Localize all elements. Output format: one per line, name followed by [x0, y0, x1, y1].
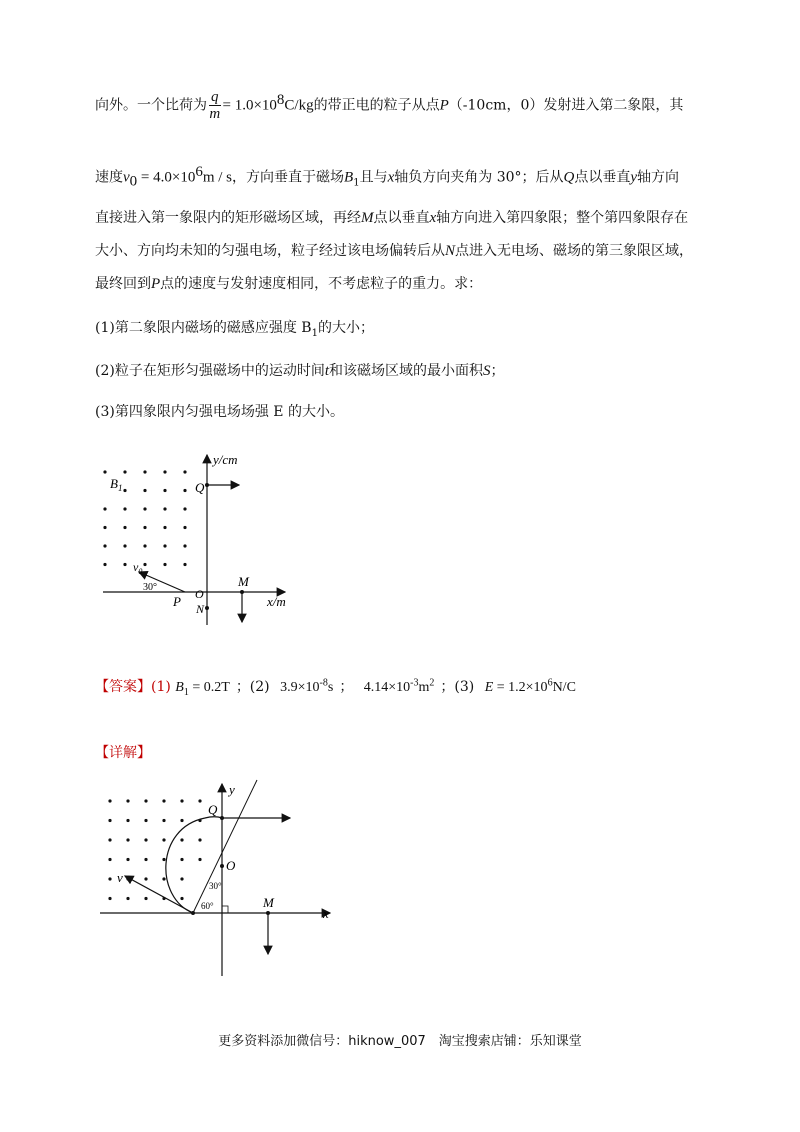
- field-dot: [144, 838, 147, 841]
- field-dot: [180, 819, 183, 822]
- text-segment: 点以垂直: [373, 210, 430, 226]
- answer-line: [95, 676, 576, 698]
- o-label: O: [195, 587, 204, 601]
- problem-line-4: [95, 241, 693, 261]
- text-segment: 轴方向: [637, 169, 680, 186]
- n-symbol: N: [445, 243, 456, 259]
- field-dot: [123, 470, 126, 473]
- field-dot: [123, 489, 126, 492]
- problem-line-2: [95, 162, 679, 193]
- field-dot: [108, 819, 111, 822]
- center-o: [220, 864, 224, 868]
- text-segment: 和该磁场区域的最小面积: [329, 363, 484, 379]
- point-p-symbol: P: [439, 97, 449, 114]
- field-dot: [108, 799, 111, 802]
- t-symbol: t: [324, 363, 330, 379]
- text-segment: 轴负方向夹角为 30°；后从: [394, 169, 564, 186]
- field-dot: [183, 489, 186, 492]
- solution-figure: [95, 778, 355, 983]
- field-dot: [198, 858, 201, 861]
- point-q: [220, 816, 224, 820]
- v0-value: = 4.0×10: [137, 169, 196, 186]
- angle-60-label: 60°: [201, 901, 214, 911]
- field-dot: [180, 799, 183, 802]
- q-symbol: Q: [563, 169, 575, 186]
- b1-subscript: 1: [353, 177, 360, 189]
- field-dot: [162, 799, 165, 802]
- y-symbol: y: [630, 169, 638, 186]
- field-dot: [126, 819, 129, 822]
- field-dot: [108, 897, 111, 900]
- text-segment: 且与: [359, 169, 388, 186]
- text-segment: 的带正电的粒子从点: [313, 97, 440, 114]
- field-dot: [163, 489, 166, 492]
- v0-unit: m / s: [202, 169, 233, 186]
- text-segment: （-10cm，0）发射进入第二象限，其: [448, 97, 684, 114]
- problem-line-3: [95, 208, 688, 228]
- field-dot: [108, 858, 111, 861]
- q-label: Q: [208, 802, 218, 817]
- b1-subscript: 1: [311, 327, 318, 339]
- field-dot: [198, 799, 201, 802]
- field-dot: [143, 544, 146, 547]
- x-axis-label: x/m: [267, 594, 286, 609]
- text-segment: 点进入无电场、磁场的第三象限区域，: [455, 243, 694, 259]
- text-segment: 点的速度与发射速度相同，不考虑粒子的重力。求：: [160, 276, 483, 292]
- field-dot: [163, 526, 166, 529]
- v-label: v: [117, 870, 123, 885]
- field-dot: [143, 470, 146, 473]
- field-dot: [163, 563, 166, 566]
- particle-trajectory-arc: [166, 817, 222, 913]
- right-angle-mark: [222, 906, 228, 913]
- field-dot: [143, 489, 146, 492]
- field-dot: [144, 897, 147, 900]
- x-symbol: x: [387, 169, 395, 186]
- field-dot: [143, 563, 146, 566]
- field-dot: [163, 544, 166, 547]
- question-3: [95, 402, 344, 422]
- ratio-value: = 1.0×10: [222, 97, 277, 114]
- angle-30-label: 30°: [209, 881, 222, 891]
- text-segment: 最终回到: [95, 276, 151, 292]
- m-label: M: [263, 895, 274, 910]
- field-dot: [180, 858, 183, 861]
- field-dot: [126, 897, 129, 900]
- text-segment: 向外。一个比荷为: [95, 97, 207, 114]
- answer-separator: ；(2): [235, 679, 270, 695]
- field-dot: [103, 526, 106, 529]
- text-segment: (2)粒子在矩形匀强磁场中的运动时间: [95, 363, 325, 379]
- field-dot: [198, 838, 201, 841]
- problem-line-1: [95, 78, 683, 128]
- field-dot: [108, 877, 111, 880]
- radius-line: [193, 780, 257, 913]
- y-axis-label: y/cm: [213, 452, 238, 467]
- field-dot: [162, 877, 165, 880]
- o-label: O: [226, 858, 236, 873]
- v0-exponent: 6: [195, 164, 203, 180]
- field-dot: [183, 470, 186, 473]
- answer-2: $3.9\times 10^{-8}s$: [280, 677, 334, 695]
- answer-part-1-label: (1): [151, 679, 171, 695]
- p-label: P: [173, 594, 181, 609]
- text-segment: 轴方向进入第四象限；整个第四象限存在: [436, 210, 689, 226]
- answer-1: $B_1 = 0.2T$: [175, 680, 230, 698]
- v0-label: $v_0$: [133, 560, 143, 576]
- text-segment: (1)第二象限内磁场的磁感应强度 B: [95, 320, 312, 336]
- field-dot: [183, 507, 186, 510]
- field-dot: [144, 877, 147, 880]
- field-dot: [180, 877, 183, 880]
- field-dot: [163, 507, 166, 510]
- text-segment: (3)第四象限内匀强电场场强 E 的大小。: [95, 404, 344, 420]
- field-dot: [103, 563, 106, 566]
- x-symbol: x: [429, 210, 437, 226]
- field-dot: [162, 819, 165, 822]
- field-dot: [144, 819, 147, 822]
- answer-3: $4.14\times 10^{-3}m^2$: [363, 677, 435, 695]
- field-dot: [123, 544, 126, 547]
- field-dot: [123, 526, 126, 529]
- answer-4: $E = 1.2\times 10^6N/C$: [484, 677, 576, 695]
- text-segment: 速度: [95, 169, 123, 186]
- footer-note: 更多资料添加微信号：hiknow_007 淘宝搜索店铺：乐知课堂: [218, 1034, 582, 1049]
- y-axis-label: y: [229, 782, 235, 797]
- point-p-symbol: P: [151, 276, 161, 292]
- field-dot: [143, 507, 146, 510]
- field-dot: [126, 799, 129, 802]
- v0-subscript: 0: [129, 173, 138, 190]
- b1-label: $B_1$: [110, 476, 123, 493]
- ratio-unit: C/kg: [284, 97, 314, 114]
- field-dot: [180, 838, 183, 841]
- text-segment: 点以垂直: [574, 169, 631, 186]
- field-dot: [126, 838, 129, 841]
- angle-label: 30°: [143, 582, 157, 593]
- field-dot: [123, 563, 126, 566]
- question-1: [95, 318, 374, 344]
- answer-tag: 【答案】: [95, 679, 151, 695]
- answer-separator: ；(3): [440, 679, 475, 695]
- field-dot: [144, 799, 147, 802]
- charge-mass-fraction: [209, 89, 221, 122]
- s-symbol: S: [483, 363, 491, 379]
- point-p: [191, 911, 195, 915]
- detail-tag: 【详解】: [95, 745, 151, 761]
- field-dot: [103, 470, 106, 473]
- field-dot: [183, 544, 186, 547]
- field-dot: [108, 838, 111, 841]
- field-dot: [143, 526, 146, 529]
- v-arrow: [125, 876, 193, 913]
- ratio-exponent: 8: [276, 92, 285, 108]
- field-dot: [163, 470, 166, 473]
- m-symbol: M: [361, 210, 374, 226]
- x-axis-label: x: [323, 906, 329, 921]
- text-segment: 的大小；: [317, 320, 374, 336]
- problem-figure: [95, 450, 325, 635]
- field-dot: [162, 858, 165, 861]
- field-dot: [183, 526, 186, 529]
- text-segment: ；: [490, 363, 505, 379]
- field-dot: [183, 563, 186, 566]
- field-dot: [103, 544, 106, 547]
- text-segment: ，方向垂直于磁场: [232, 169, 345, 186]
- field-dot: [162, 838, 165, 841]
- field-dot: [126, 858, 129, 861]
- field-dot: [123, 507, 126, 510]
- problem-line-5: [95, 274, 482, 294]
- q-label: Q: [195, 480, 205, 495]
- field-dot: [103, 507, 106, 510]
- field-dot: [180, 897, 183, 900]
- point-n: [205, 606, 209, 610]
- field-dot: [144, 858, 147, 861]
- fraction-denominator: m: [209, 106, 221, 123]
- text-segment: 直接进入第一象限内的矩形磁场区域，再经: [95, 210, 361, 226]
- b1-symbol: B: [344, 169, 354, 186]
- n-label: N: [196, 602, 205, 616]
- answer-separator: ；: [339, 679, 354, 695]
- fraction-numerator: q: [211, 89, 219, 106]
- question-2: [95, 361, 505, 381]
- text-segment: 大小、方向均未知的匀强电场，粒子经过该电场偏转后从: [95, 243, 445, 259]
- m-label: M: [238, 574, 249, 589]
- v0-symbol: v: [123, 169, 130, 186]
